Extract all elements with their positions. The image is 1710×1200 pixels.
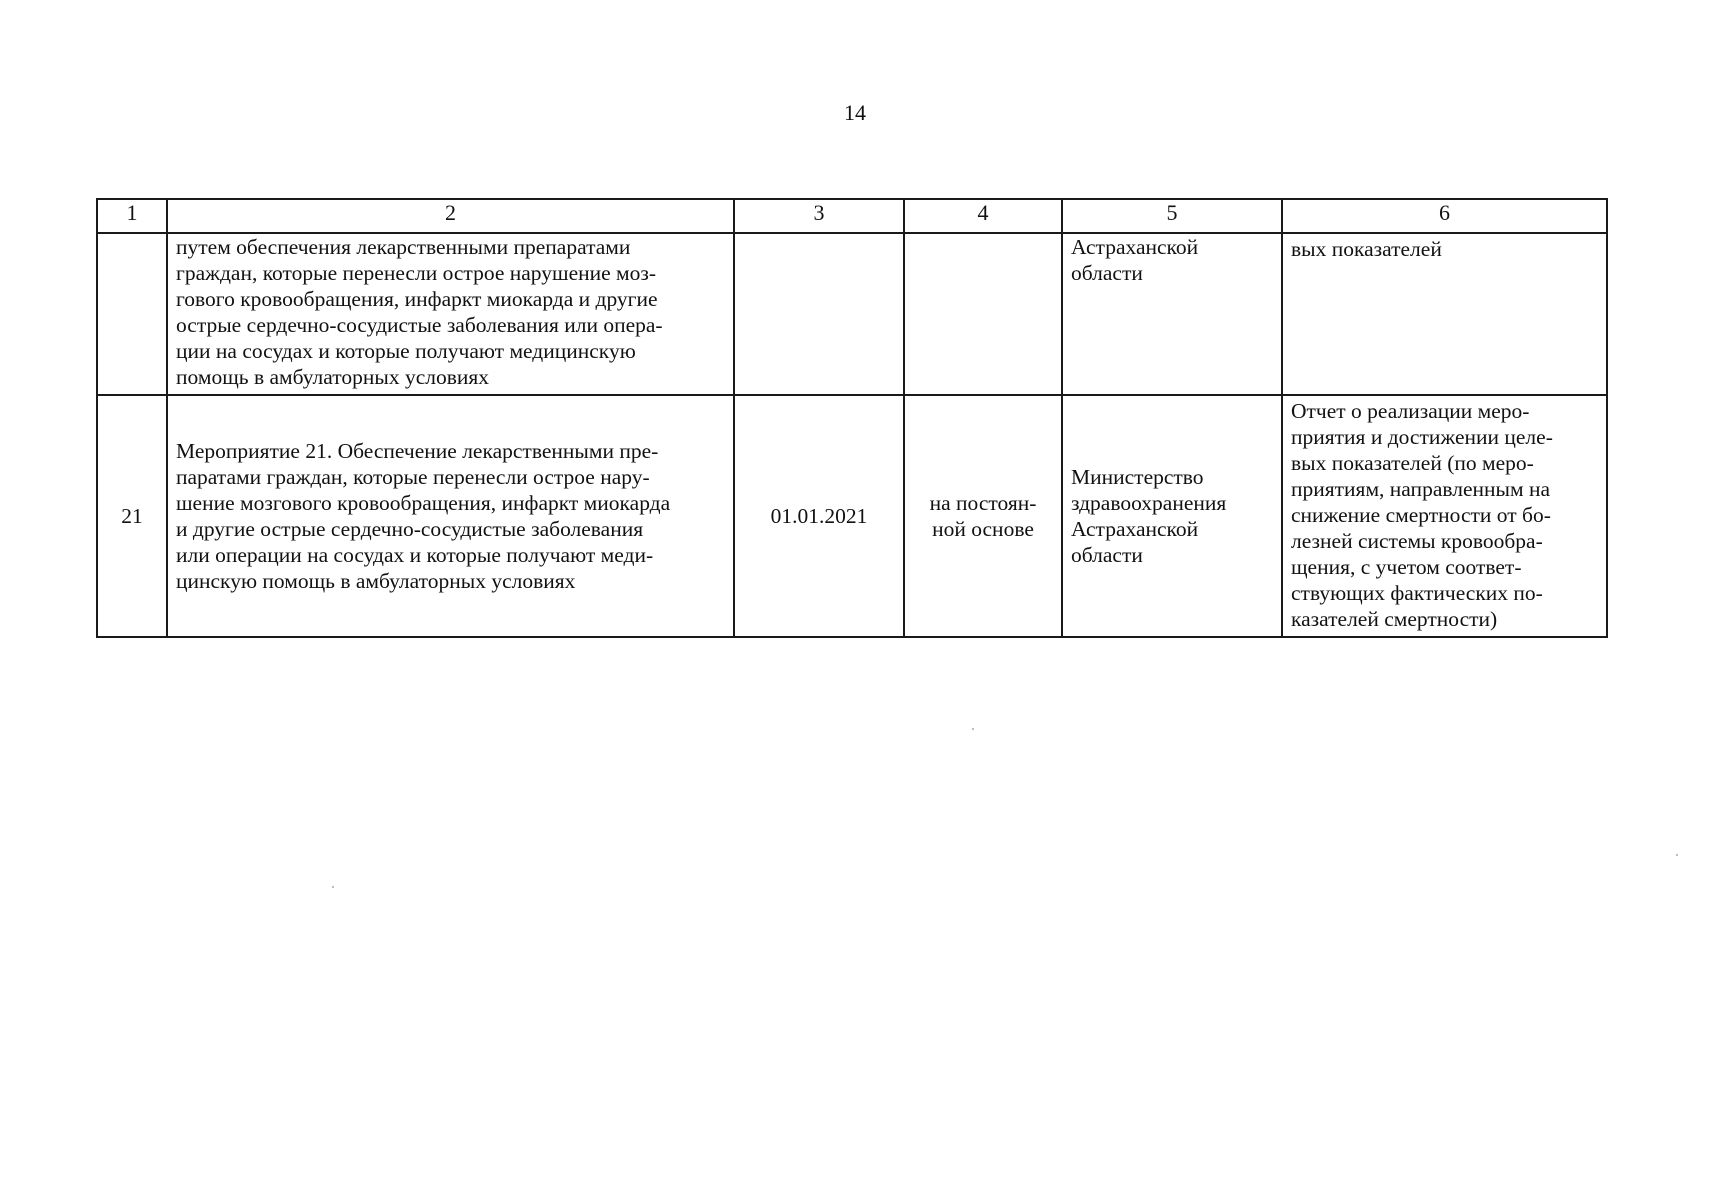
row-21-executor [1062,395,1282,637]
text-line: снижение смертности от бо- [1291,503,1551,527]
text-line: шение мозгового кровообращения, инфаркт миокарда [176,491,671,515]
text-line: лезней системы кровообра- [1291,529,1543,553]
text-line: вых показателей [1291,237,1442,261]
measures-table [96,198,1608,638]
cont-cell-executor [1062,233,1282,395]
table-header-row [97,199,1607,233]
text-line: казателей смертности) [1291,607,1498,631]
text-line: ной основе [932,517,1034,541]
header-cell-4: 4 [904,199,1062,233]
scan-speck [1676,854,1678,856]
row-21-date: 01.01.2021 [734,395,904,637]
text-line: острые сердечно-сосудистые заболевания или опера- [176,313,663,337]
text-line: приятиям, направленным на [1291,477,1550,501]
text-line: паратами граждан, которые перенесли острое нару- [176,465,650,489]
text-line: ствующих фактических по- [1291,581,1543,605]
header-cell-1: 1 [97,199,167,233]
text-line: здравоохранения [1071,491,1227,515]
row-21-result [1282,395,1607,637]
row-21-number: 21 [97,395,167,637]
text-line: ции на сосудах и которые получают медицинскую [176,339,636,363]
cont-cell-number [97,233,167,395]
cont-cell-result [1282,233,1607,395]
text-line: области [1071,261,1143,285]
text-line: или операции на сосудах и которые получают меди- [176,543,654,567]
cont-cell-description [167,233,734,395]
text-line: на постоян- [929,491,1037,515]
text-line: области [1071,543,1143,567]
row-21-description [167,395,734,637]
table-row-continuation [97,233,1607,395]
header-cell-5: 5 [1062,199,1282,233]
text-line: цинскую помощь в амбулаторных условиях [176,569,576,593]
table-row-21 [97,395,1607,637]
text-line: Отчет о реализации меро- [1291,399,1530,423]
text-line: приятия и достижении целе- [1291,425,1553,449]
scan-speck [332,886,334,888]
cont-cell-period [904,233,1062,395]
text-line: путем обеспечения лекарственными препаратами [176,235,631,259]
row-21-period [904,395,1062,637]
text-line: щения, с учетом соответ- [1291,555,1522,579]
header-cell-2: 2 [167,199,734,233]
cont-cell-date [734,233,904,395]
scan-speck [972,728,974,730]
text-line: Астраханской [1071,235,1199,259]
page-number: 14 [844,100,866,125]
text-line: помощь в амбулаторных условиях [176,365,490,389]
text-line: гового кровообращения, инфаркт миокарда и другие [176,287,658,311]
header-cell-3: 3 [734,199,904,233]
text-line: и другие острые сердечно-сосудистые заболевания [176,517,644,541]
text-line: Мероприятие 21. Обеспечение лекарственными пре- [176,439,659,463]
text-line: вых показателей (по меро- [1291,451,1534,475]
text-line: Астраханской [1071,517,1199,541]
header-cell-6: 6 [1282,199,1607,233]
text-line: Министерство [1071,465,1204,489]
text-line: граждан, которые перенесли острое нарушение моз- [176,261,657,285]
